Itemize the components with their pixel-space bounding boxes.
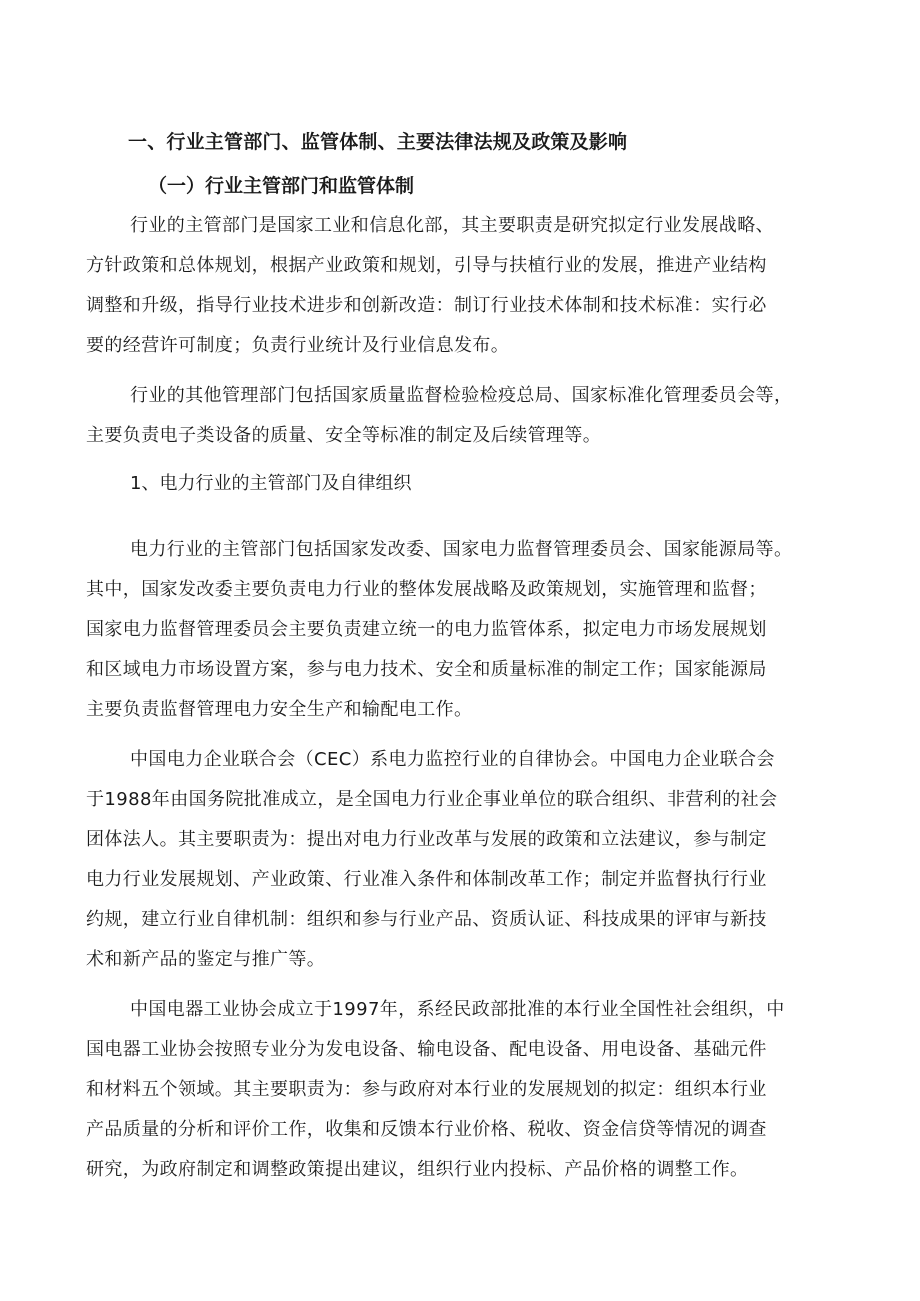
paragraph-cec (86, 740, 834, 980)
paragraph-line: 国家电力监督管理委员会主要负责建立统一的电力监管体系，拟定电力市场发展规划 (86, 619, 767, 640)
paragraph-ceeia (86, 990, 834, 1190)
paragraph-line: 其中，国家发改委主要负责电力行业的整体发展战略及政策规划，实施管理和监督； (86, 579, 767, 600)
paragraph-other-regulators (86, 376, 834, 456)
paragraph-line: 要的经营许可制度；负责行业统计及行业信息发布。 (86, 335, 510, 356)
paragraph-line: 行业的其他管理部门包括国家质量监督检验检疫总局、国家标准化管理委员会等， (130, 385, 793, 406)
paragraph-line: 调整和升级，指导行业技术进步和创新改造：制订行业技术体制和技术标准：实行必 (86, 295, 767, 316)
subsection-heading: （一）行业主管部门和监管体制 (148, 175, 415, 197)
paragraph-line: 方针政策和总体规划，根据产业政策和规划，引导与扶植行业的发展，推进产业结构 (86, 255, 767, 276)
paragraph-line: 电力行业发展规划、产业政策、行业准入条件和体制改革工作；制定并监督执行行业 (86, 869, 767, 890)
paragraph-line: 研究，为政府制定和调整政策提出建议，组织行业内投标、产品价格的调整工作。 (86, 1159, 749, 1180)
paragraph-line: 约规，建立行业自律机制：组织和参与行业产品、资质认证、科技成果的评审与新技 (86, 909, 767, 930)
paragraph-regulator (86, 206, 834, 366)
paragraph-line: 电力行业的主管部门包括国家发改委、国家电力监督管理委员会、国家能源局等。 (130, 539, 793, 560)
paragraph-line: 术和新产品的鉴定与推广等。 (86, 949, 326, 970)
paragraph-power-regulators (86, 530, 834, 730)
section-heading: 一、行业主管部门、监管体制、主要法律法规及政策及影响 (128, 131, 628, 153)
paragraph-line: 产品质量的分析和评价工作，收集和反馈本行业价格、税收、资金信贷等情况的调查 (86, 1119, 767, 1140)
paragraph-line: 团体法人。其主要职责为：提出对电力行业改革与发展的政策和立法建议，参与制定 (86, 829, 767, 850)
paragraph-line: 中国电力企业联合会（CEC）系电力监控行业的自律协会。中国电力企业联合会 (130, 749, 775, 770)
paragraph-line: 中国电器工业协会成立于1997年，系经民政部批准的本行业全国性社会组织，中 (130, 999, 785, 1020)
paragraph-line: 和区域电力市场设置方案，参与电力技术、安全和质量标准的制定工作；国家能源局 (86, 659, 767, 680)
paragraph-line: 主要负责电子类设备的质量、安全等标准的制定及后续管理等。 (86, 425, 602, 446)
paragraph-line: 主要负责监督管理电力安全生产和输配电工作。 (86, 699, 473, 720)
numbered-subheading: 1、电力行业的主管部门及自律组织 (130, 473, 412, 494)
paragraph-line: 国电器工业协会按照专业分为发电设备、输电设备、配电设备、用电设备、基础元件 (86, 1039, 767, 1060)
paragraph-line: 于1988年由国务院批准成立，是全国电力行业企事业单位的联合组织、非营利的社会 (86, 789, 778, 810)
paragraph-line: 和材料五个领域。其主要职责为：参与政府对本行业的发展规划的拟定：组织本行业 (86, 1079, 767, 1100)
paragraph-line: 行业的主管部门是国家工业和信息化部，其主要职责是研究拟定行业发展战略、 (130, 215, 774, 236)
